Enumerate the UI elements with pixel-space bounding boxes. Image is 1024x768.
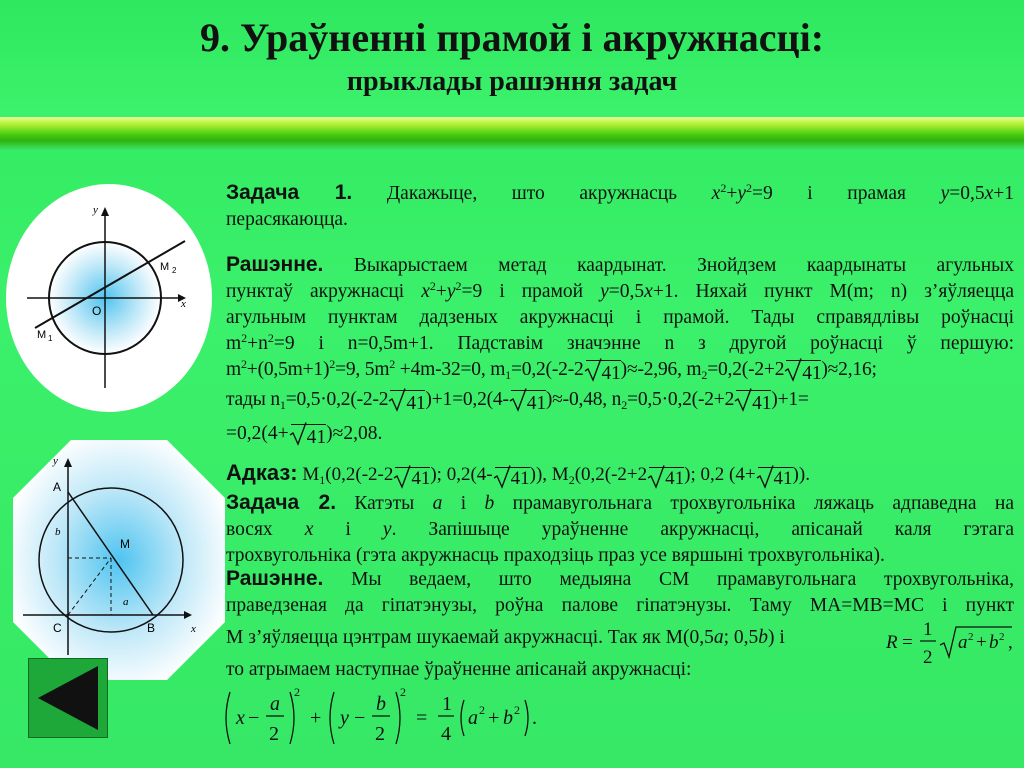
svg-text:−: − xyxy=(354,707,366,729)
page-title: 9. Ураўненні прамой і акружнасці: xyxy=(199,15,825,60)
page-subtitle: прыклады рашэння задач xyxy=(346,66,678,97)
fig2-y-label: y xyxy=(53,455,58,467)
svg-text:a: a xyxy=(468,707,478,729)
solution1-p3: агульным пунктам дадзеных акружнасці і прамой. Тады справядлівы роўнасці xyxy=(226,307,1014,328)
radius-formula xyxy=(886,615,1016,671)
radical-sign-icon xyxy=(509,387,527,411)
radical-sign-icon xyxy=(584,357,602,381)
fig1-x-label: x xyxy=(181,298,186,310)
solution1-p2b: і прамой xyxy=(482,281,601,302)
task1-label: Задача 1. xyxy=(226,181,353,204)
solution1-p5: $m^2+(0,5m+1)^2=9$, $5m^2 +4m-32=0$, $m_1=0,2(-2-2$ 41)≈-2,96, $m_2=0,2(-2+2$ 41)≈2,16; xyxy=(226,357,1014,387)
solution1-p7b: )≈2,08. xyxy=(326,423,383,444)
svg-text:a: a xyxy=(270,693,280,715)
task1-text-a: Дакажыце, што акружнасць xyxy=(386,183,712,204)
svg-text:b: b xyxy=(376,693,386,715)
radical-sign-icon xyxy=(734,387,752,411)
svg-text:2: 2 xyxy=(514,703,520,717)
radical-sign-icon xyxy=(784,357,802,381)
solution1-label: Рашэнне. xyxy=(226,253,324,276)
solution1-p2a: пунктаў акружнасці xyxy=(226,281,422,302)
svg-text:b: b xyxy=(989,632,999,653)
solution1-p4b: =9 і n=0,5m+1. Падставім значэнне n з другой роўнасці ў першую: xyxy=(273,333,1014,354)
solution2-l2: праведзеная да гіпатэнузы, роўна палове гіпатэнузы. Таму MA=MB=MC і пункт xyxy=(226,595,1014,616)
fig2-a-point: A xyxy=(53,480,62,494)
svg-text:+: + xyxy=(976,632,987,653)
svg-text:2: 2 xyxy=(923,647,933,668)
answer-label: Адказ: xyxy=(226,460,298,485)
radical-sign-icon xyxy=(289,421,307,445)
svg-text:2: 2 xyxy=(999,631,1005,643)
svg-text:2: 2 xyxy=(400,686,406,699)
svg-text:2: 2 xyxy=(269,723,279,745)
task1-text-b: і прамая xyxy=(772,183,941,204)
solution1-p6a: тады n xyxy=(226,389,280,410)
circle-equation xyxy=(222,686,562,750)
solution2-l4: то атрымаем наступнае ўраўненне апісанай акружнасці: xyxy=(226,659,692,680)
svg-text:4: 4 xyxy=(441,723,451,745)
svg-text:1: 1 xyxy=(442,693,452,715)
answer-block: Адказ: $M_1(0,2(-2-2$ 41); 0,2(4- 41)), $M_2(0,2(-2+2$ 41); 0,2 (4+ 41)). xyxy=(226,460,810,489)
fig1-m2-label: M xyxy=(160,261,170,273)
fig1-m1-label: M xyxy=(37,329,47,341)
fig2-a-label: a xyxy=(123,596,129,608)
back-button[interactable] xyxy=(28,658,108,738)
fig2-b-point: B xyxy=(147,621,156,635)
radical-sign-icon xyxy=(647,464,665,488)
svg-text:R: R xyxy=(886,632,898,653)
solution1-p1: Выкарыстаем метад каардынат. Знойдзем каардынаты агульных xyxy=(353,255,1014,276)
svg-text:,: , xyxy=(1008,632,1013,653)
svg-text:y: y xyxy=(340,707,349,729)
svg-text:1: 1 xyxy=(923,619,933,640)
svg-text:+: + xyxy=(310,707,322,729)
fig2-c-point: C xyxy=(53,621,62,635)
svg-text:x: x xyxy=(236,707,245,729)
fig2-m-point: M xyxy=(120,537,130,551)
fig1-m1-sub: 1 xyxy=(48,334,53,343)
solution2-block: Рашэнне. Мы ведаем, што медыяна CM прамавугольнага трохвугольніка, праведзеная да гіпатэнузы, роўна палове гіпатэнузы. Таму MA=MB=MC і пункт M з’яўляецца цэнтрам шукаемай акружнасці. Так як M(0,5a; 0,5b) і то атрымаем наступнае ўраўненне апісанай акружнасці: xyxy=(226,566,1014,683)
svg-text:a: a xyxy=(958,632,968,653)
svg-text:=: = xyxy=(416,707,428,729)
solution1-block: Рашэнне. Выкарыстаем метад каардынат. Знойдзем каардынаты агульных пунктаў акружнасці $x^2+y^2=9$ і прамой y=0,5x+1. Няхай пункт M(m; n) з’яўляецца агульным пунктам дадзеных акружнасці і прамой. Тады справядлівы роўнасці $m^2+n^2=9$ і n=0,5m+1. Падставім значэнне n з другой роўнасці ў першую: $m^2+(0,5m+1)^2=9$, $5m^2 +4m-32=0$, $m_1=0,2(-2-2$ 41)≈-2,96, $m_2=0,2(-2+2$ 41)≈2,16; тады $n_1=0,5\cdot 0,2(-2-2$ 41)+1=0,2(4- 41)≈-0,48, $n_2=0,5\cdot 0,2(-2+2$ 41)+1= =0,2(4+ 41)≈2,08. xyxy=(226,252,1014,451)
svg-text:2: 2 xyxy=(479,703,485,717)
svg-text:2: 2 xyxy=(968,631,974,643)
svg-text:−: − xyxy=(248,707,260,729)
radical-sign-icon xyxy=(393,464,411,488)
task2-block: Задача 2. Катэты a і b прамавугольнага трохвугольніка ляжаць адпаведна на восях x і y. Запішыце ураўненне акружнасці, апісанай каля гэтага трохвугольніка (гэта акружнасць праходзіць праз усе вяршыні трохвугольніка). xyxy=(226,490,1014,569)
decorative-band-shadow xyxy=(0,140,1024,150)
fig2-b-label: b xyxy=(55,526,61,538)
solution1-p7: =0,2(4+ xyxy=(226,423,289,444)
radical-sign-icon xyxy=(388,387,406,411)
circle-line-figure xyxy=(5,183,217,413)
svg-text:2: 2 xyxy=(375,723,385,745)
task1-block: Задача 1. Дакажыце, што акружнасць $x^2+y^2=9$ і прамая y=0,5x+1 перасякаюцца. xyxy=(226,180,1014,233)
solution2-label: Рашэнне. xyxy=(226,567,324,590)
radical-sign-icon xyxy=(756,464,774,488)
radical-sign-icon xyxy=(493,464,511,488)
task2-label: Задача 2. xyxy=(226,491,337,514)
task2-l3: трохвугольніка (гэта акружнасць праходзіць праз усе вяршыні трохвугольніка). xyxy=(226,545,885,566)
solution2-l1: Мы ведаем, што медыяна CM прамавугольнага трохвугольніка, xyxy=(323,569,1014,590)
task1-text-c: перасякаюцца. xyxy=(226,209,348,230)
svg-text:+: + xyxy=(488,707,500,729)
svg-text:b: b xyxy=(503,707,513,729)
triangle-circle-figure xyxy=(13,440,225,680)
svg-text:=: = xyxy=(902,632,913,653)
svg-text:.: . xyxy=(532,707,537,729)
fig2-x-label: x xyxy=(191,623,196,635)
svg-text:2: 2 xyxy=(294,686,300,699)
fig1-y-label: y xyxy=(93,204,98,216)
fig1-origin-label: O xyxy=(92,304,102,318)
fig1-m2-sub: 2 xyxy=(172,266,177,275)
solution1-p2c: . Няхай пункт M(m; n) з’яўляецца xyxy=(673,281,1014,302)
